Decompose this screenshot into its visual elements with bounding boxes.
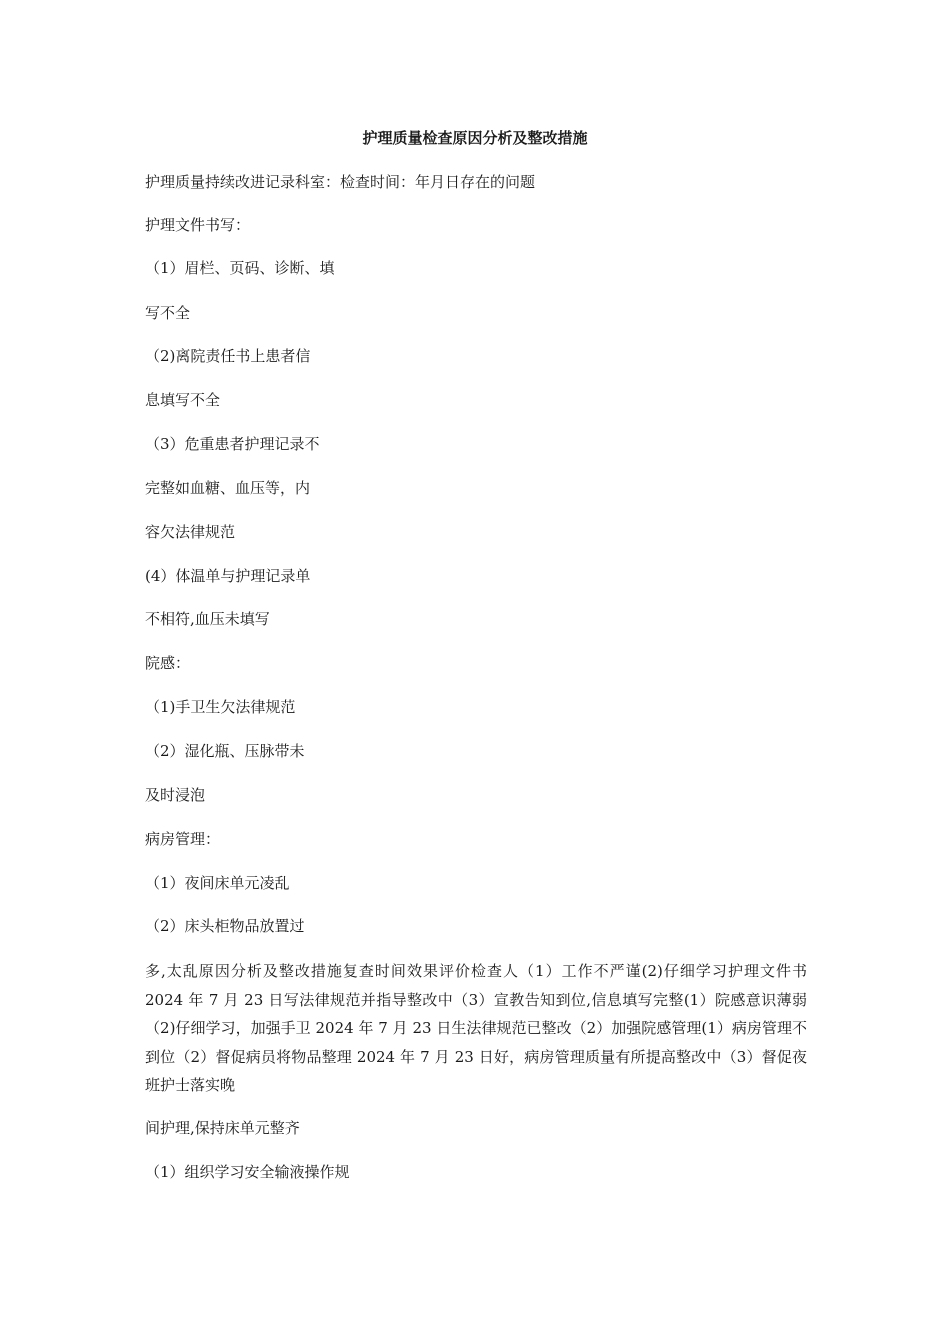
- record-header-line: 护理质量持续改进记录科室：检查时间：年月日存在的问题: [145, 173, 536, 191]
- text-line: 间护理,保持床单元整齐: [145, 1119, 300, 1137]
- text-line: （3）危重患者护理记录不: [145, 435, 320, 453]
- text-line: 及时浸泡: [145, 786, 206, 804]
- section-heading-nursing-documents: 护理文件书写：: [145, 216, 251, 234]
- text-line: （1)手卫生欠法律规范: [145, 698, 296, 716]
- text-line: （1）眉栏、页码、诊断、填: [145, 259, 335, 277]
- section-heading-infection-control: 院感：: [145, 654, 191, 672]
- text-line: （2)离院责任书上患者信: [145, 347, 311, 365]
- text-line: （2）湿化瓶、压脉带未: [145, 742, 305, 760]
- text-line: （1）夜间床单元凌乱: [145, 874, 290, 892]
- text-line: 息填写不全: [145, 391, 221, 409]
- text-line: 写不全: [145, 304, 191, 322]
- text-line: （2）床头柜物品放置过: [145, 917, 305, 935]
- text-line: 不相符,血压未填写: [145, 610, 270, 628]
- text-line: (4）体温单与护理记录单: [145, 567, 311, 585]
- text-line: （1）组织学习安全输液操作规: [145, 1163, 350, 1181]
- text-line: 容欠法律规范: [145, 523, 236, 541]
- text-line: 完整如血糖、血压等，内: [145, 479, 311, 497]
- document-title: 护理质量检查原因分析及整改措施: [362, 129, 588, 147]
- analysis-paragraph: 多,太乱原因分析及整改措施复查时间效果评价检查人（1）工作不严谨(2)仔细学习护理文件书 2024 年 7 月 23 日写法律规范并指导整改中（3）宣教告知到位,信息填写完整(1）院感意识薄弱（2)仔细学习，加强手卫 2024 年 7 月 23 日生法律规范已整改（2）加强院感管理(1）病房管理不到位（2）督促病员将物品整理 2024 年 7 月 23 日好，病房管理质量有所提高整改中（3）督促夜班护士落实晚: [145, 962, 807, 1094]
- section-heading-ward-management: 病房管理：: [145, 830, 221, 848]
